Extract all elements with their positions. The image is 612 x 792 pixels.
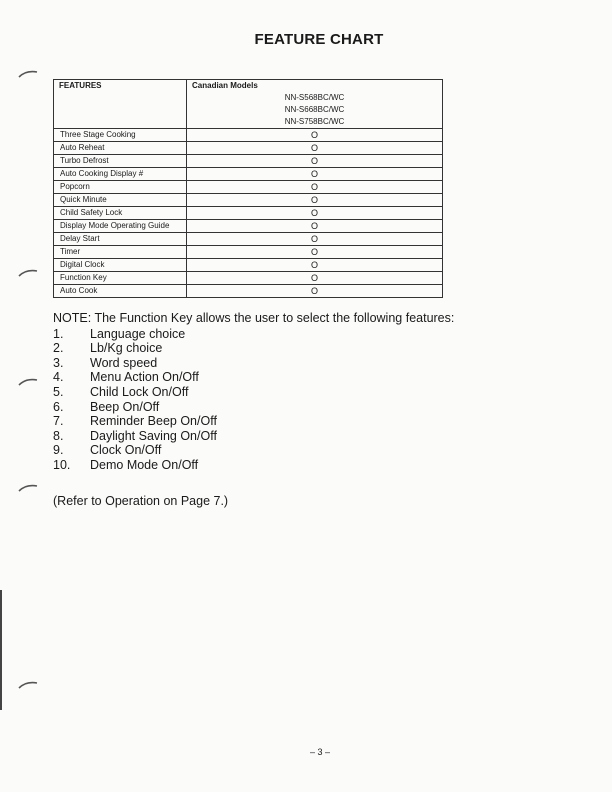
models-column-header: Canadian Models xyxy=(187,80,443,93)
page-title: FEATURE CHART xyxy=(254,31,384,48)
list-number: 3. xyxy=(53,355,64,370)
feature-name: Quick Minute xyxy=(54,194,187,207)
list-item xyxy=(53,370,573,385)
availability-mark: O xyxy=(187,142,443,155)
feature-name: Delay Start xyxy=(54,233,187,246)
table-row xyxy=(54,233,443,246)
feature-name: Timer xyxy=(54,246,187,259)
feature-name: Function Key xyxy=(54,272,187,285)
list-number: 10. xyxy=(53,457,71,472)
list-text: Reminder Beep On/Off xyxy=(90,414,217,429)
model-name: NN-S668BC/WC xyxy=(187,104,443,116)
list-item xyxy=(53,385,573,400)
list-number: 5. xyxy=(53,384,64,399)
availability-mark: O xyxy=(187,220,443,233)
list-number: 9. xyxy=(53,443,64,458)
feature-name: Digital Clock xyxy=(54,259,187,272)
binder-mark-icon xyxy=(18,70,38,78)
list-item xyxy=(53,327,573,342)
list-number: 8. xyxy=(53,428,64,443)
feature-name: Child Safety Lock xyxy=(54,207,187,220)
page-reference: (Refer to Operation on Page 7.) xyxy=(53,493,229,508)
list-text: Child Lock On/Off xyxy=(90,384,189,399)
list-text: Daylight Saving On/Off xyxy=(90,428,217,443)
features-column-header: FEATURES xyxy=(54,80,187,93)
feature-name: Popcorn xyxy=(54,181,187,194)
table-row xyxy=(54,272,443,285)
binder-mark-icon xyxy=(18,269,38,277)
table-row xyxy=(54,194,443,207)
list-text: Language choice xyxy=(90,326,186,341)
table-row xyxy=(54,285,443,298)
list-number: 7. xyxy=(53,414,64,429)
table-row xyxy=(54,129,443,142)
table-row xyxy=(54,181,443,194)
model-name: NN-S568BC/WC xyxy=(187,92,443,104)
function-feature-list xyxy=(53,327,573,473)
list-text: Menu Action On/Off xyxy=(90,370,199,385)
list-item xyxy=(53,356,573,371)
availability-mark: O xyxy=(187,233,443,246)
model-row xyxy=(54,92,443,104)
binder-mark-icon xyxy=(18,484,38,492)
feature-name: Auto Cooking Display # xyxy=(54,168,187,181)
list-text: Clock On/Off xyxy=(90,443,162,458)
table-row xyxy=(54,142,443,155)
availability-mark: O xyxy=(187,259,443,272)
availability-mark: O xyxy=(187,168,443,181)
function-key-note xyxy=(53,311,573,508)
note-heading: NOTE: The Function Key allows the user to select the following features: xyxy=(53,311,455,325)
list-text: Demo Mode On/Off xyxy=(90,457,199,472)
availability-mark: O xyxy=(187,129,443,142)
availability-mark: O xyxy=(187,207,443,220)
model-name: NN-S758BC/WC xyxy=(187,116,443,129)
list-number: 6. xyxy=(53,399,64,414)
feature-name: Auto Reheat xyxy=(54,142,187,155)
table-row xyxy=(54,168,443,181)
list-number: 1. xyxy=(53,326,64,341)
list-item xyxy=(53,414,573,429)
availability-mark: O xyxy=(187,246,443,259)
availability-mark: O xyxy=(187,285,443,298)
feature-chart-table xyxy=(53,79,443,298)
list-number: 4. xyxy=(53,370,64,385)
availability-mark: O xyxy=(187,194,443,207)
list-item xyxy=(53,443,573,458)
list-text: Word speed xyxy=(90,355,158,370)
list-number: 2. xyxy=(53,341,64,356)
feature-name: Three Stage Cooking xyxy=(54,129,187,142)
table-row xyxy=(54,220,443,233)
page-number: – 3 – xyxy=(309,747,331,757)
table-header-row xyxy=(54,80,443,93)
availability-mark: O xyxy=(187,272,443,285)
table-row xyxy=(54,155,443,168)
list-item xyxy=(53,429,573,444)
feature-name: Turbo Defrost xyxy=(54,155,187,168)
table-row xyxy=(54,246,443,259)
list-item xyxy=(53,458,573,473)
list-item xyxy=(53,400,573,415)
feature-name: Display Mode Operating Guide xyxy=(54,220,187,233)
binder-mark-icon xyxy=(18,681,38,689)
blank-feature-cell xyxy=(54,92,187,129)
list-text: Lb/Kg choice xyxy=(90,341,163,356)
feature-name: Auto Cook xyxy=(54,285,187,298)
table-row xyxy=(54,259,443,272)
binder-mark-icon xyxy=(18,378,38,386)
scan-edge-line xyxy=(0,590,2,710)
availability-mark: O xyxy=(187,155,443,168)
table-row xyxy=(54,207,443,220)
list-text: Beep On/Off xyxy=(90,399,160,414)
list-item xyxy=(53,341,573,356)
availability-mark: O xyxy=(187,181,443,194)
